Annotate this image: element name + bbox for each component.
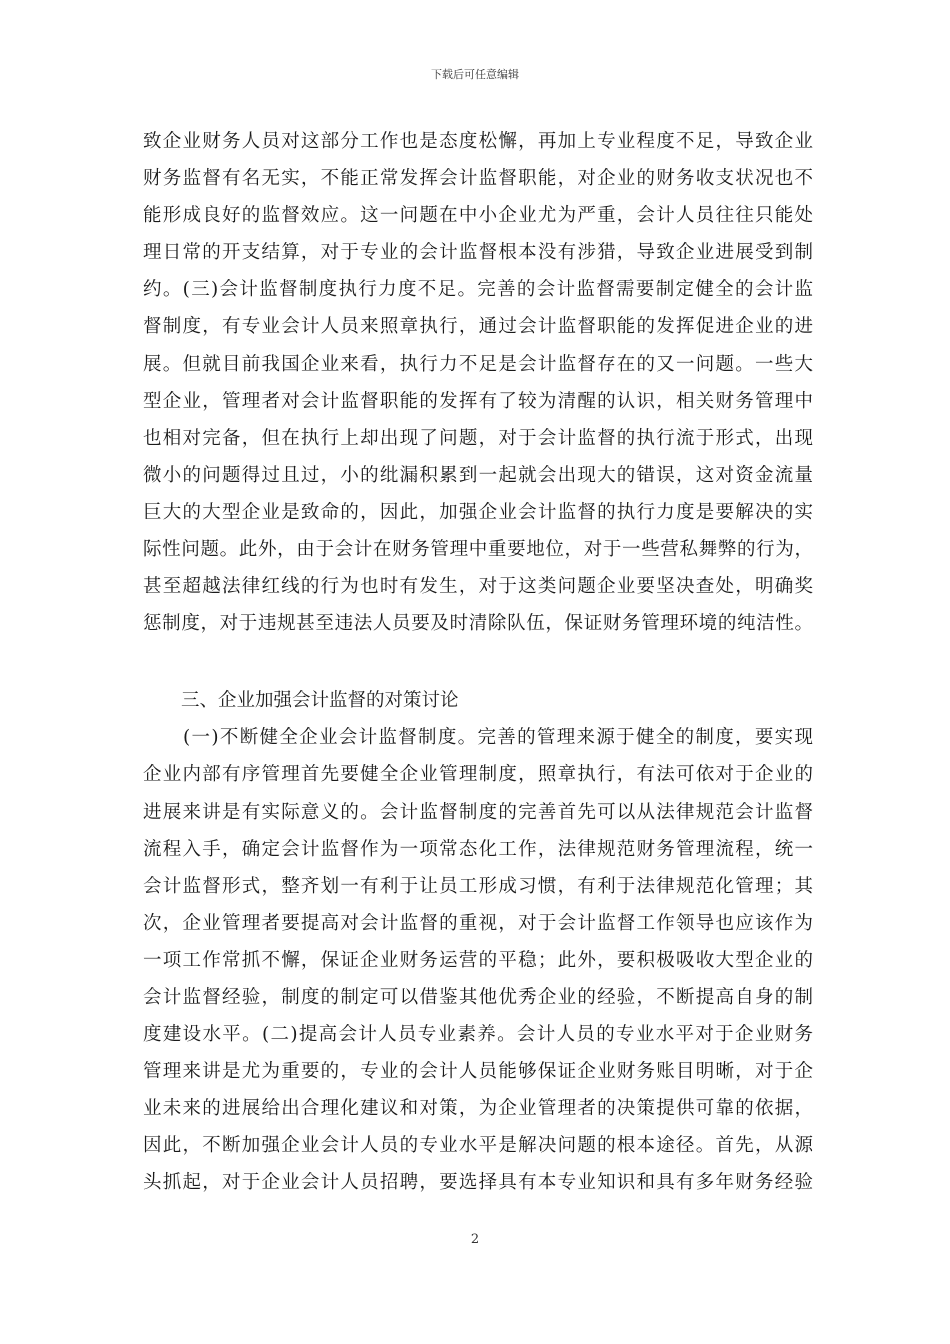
text-line: 度建设水平。(二)提高会计人员专业素养。会计人员的专业水平对于企业财务	[143, 1024, 813, 1046]
text-line: 展。但就目前我国企业来看，执行力不足是会计监督存在的又一问题。一些大	[143, 353, 813, 375]
text-line: 一项工作常抓不懈，保证企业财务运营的平稳；此外，要积极吸收大型企业的	[143, 949, 813, 971]
text-line: 也相对完备，但在执行上却出现了问题，对于会计监督的执行流于形式，出现	[143, 427, 813, 449]
section-heading: 三、企业加强会计监督的对策讨论	[181, 690, 459, 712]
text-line: 业未来的进展给出合理化建议和对策，为企业管理者的决策提供可靠的依据，	[143, 1098, 813, 1120]
text-line: 企业内部有序管理首先要健全企业管理制度，照章执行，有法可依对于企业的	[143, 764, 813, 786]
paragraph-2	[143, 719, 813, 1201]
text-line: 甚至超越法律红线的行为也时有发生，对于这类问题企业要坚决查处，明确奖	[143, 576, 813, 598]
page-header: 下载后可任意编辑	[431, 68, 519, 81]
paragraph-1	[143, 123, 813, 642]
text-line: 会计监督经验，制度的制定可以借鉴其他优秀企业的经验，不断提高自身的制	[143, 986, 813, 1008]
text-line: 巨大的大型企业是致命的，因此，加强企业会计监督的执行力度是要解决的实	[143, 501, 813, 523]
text-line: 因此，不断加强企业会计人员的专业水平是解决问题的根本途径。首先，从源	[143, 1135, 813, 1157]
text-line: 头抓起，对于企业会计人员招聘，要选择具有本专业知识和具有多年财务经验	[143, 1172, 813, 1194]
text-line: 管理来讲是尤为重要的，专业的会计人员能够保证企业财务账目明晰，对于企	[143, 1061, 813, 1083]
text-line: 型企业，管理者对会计监督职能的发挥有了较为清醒的认识，相关财务管理中	[143, 390, 813, 412]
text-line-first: (一)不断健全企业会计监督制度。完善的管理来源于健全的制度，要实现	[183, 727, 813, 749]
text-line: 际性问题。此外，由于会计在财务管理中重要地位，对于一些营私舞弊的行为，	[143, 539, 813, 561]
text-line: 理日常的开支结算，对于专业的会计监督根本没有涉猎，导致企业进展受到制	[143, 242, 813, 264]
text-line: 能形成良好的监督效应。这一问题在中小企业尤为严重，会计人员往往只能处	[143, 205, 813, 227]
text-line: 微小的问题得过且过，小的纰漏积累到一起就会出现大的错误，这对资金流量	[143, 464, 813, 486]
text-line: 次，企业管理者要提高对会计监督的重视，对于会计监督工作领导也应该作为	[143, 912, 813, 934]
paragraph-spacer	[143, 642, 813, 682]
text-line: 致企业财务人员对这部分工作也是态度松懈，再加上专业程度不足，导致企业	[143, 131, 813, 152]
text-line: 督制度，有专业会计人员来照章执行，通过会计监督职能的发挥促进企业的进	[143, 316, 813, 338]
text-line: 惩制度，对于违规甚至违法人员要及时清除队伍，保证财务管理环境的纯洁性。	[143, 613, 813, 635]
text-line: 约。(三)会计监督制度执行力度不足。完善的会计监督需要制定健全的会计监	[143, 279, 813, 301]
page-number: 2	[470, 1232, 480, 1247]
document-body	[143, 123, 813, 1202]
text-line: 财务监督有名无实，不能正常发挥会计监督职能，对企业的财务收支状况也不	[143, 168, 813, 190]
text-line: 流程入手，确定会计监督作为一项常态化工作，法律规范财务管理流程，统一	[143, 838, 813, 860]
text-line: 会计监督形式，整齐划一有利于让员工形成习惯，有利于法律规范化管理；其	[143, 875, 813, 897]
text-line: 进展来讲是有实际意义的。会计监督制度的完善首先可以从法律规范会计监督	[143, 801, 813, 823]
